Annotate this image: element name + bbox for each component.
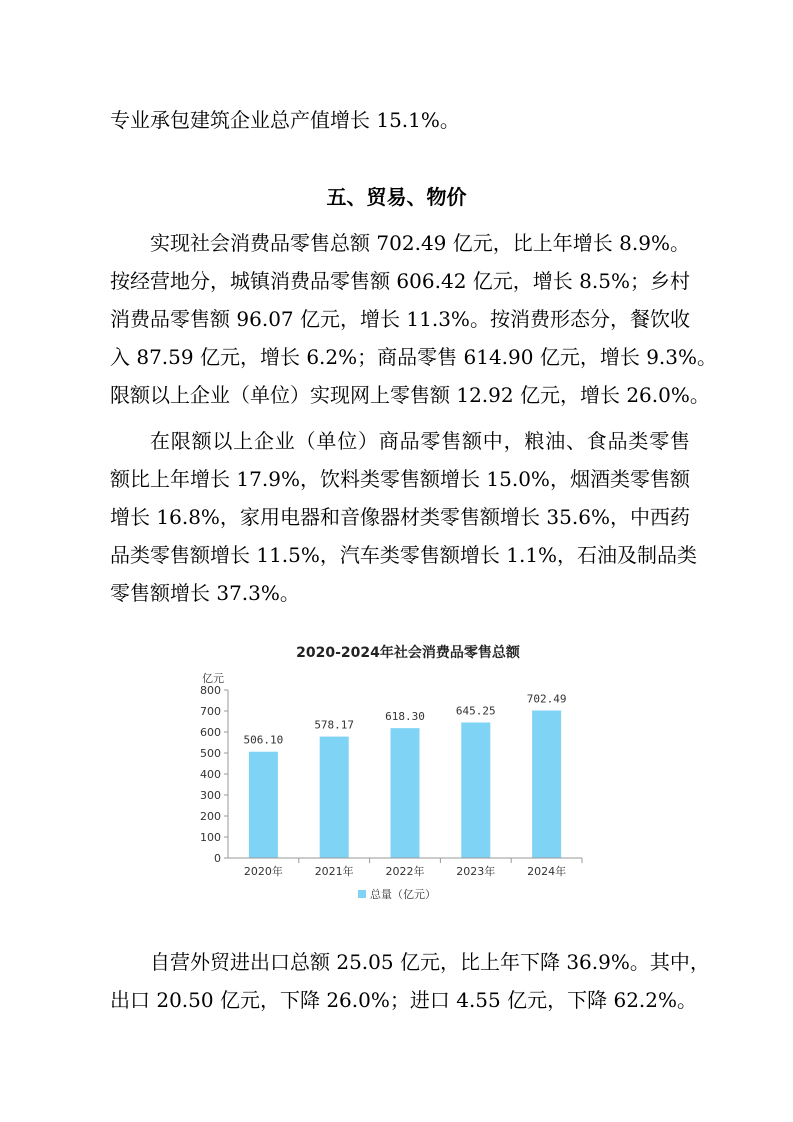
x-tick-label: 2022年 bbox=[385, 865, 425, 878]
bar-value-label: 578.17 bbox=[314, 718, 355, 732]
y-tick-label: 500 bbox=[200, 747, 221, 760]
chart-svg bbox=[190, 632, 610, 912]
text-line: 限额以上企业（单位）实现网上零售额 12.92 亿元，增长 26.0%。 bbox=[110, 383, 710, 407]
y-tick-label: 300 bbox=[200, 789, 221, 802]
y-tick-label: 0 bbox=[214, 852, 221, 865]
x-tick-label: 2020年 bbox=[243, 865, 283, 878]
text-line: 额比上年增长 17.9%，饮料类零售额增长 15.0%，烟酒类零售额 bbox=[110, 467, 690, 491]
bar bbox=[461, 722, 490, 858]
chart-legend bbox=[358, 888, 436, 901]
bar-value-label: 618.30 bbox=[385, 710, 425, 724]
y-tick-label: 100 bbox=[200, 831, 221, 844]
text-line: 按经营地分，城镇消费品零售额 606.42 亿元，增长 8.5%；乡村 bbox=[110, 269, 690, 293]
bar-value-label: 506.10 bbox=[243, 733, 284, 747]
bar-series bbox=[244, 692, 567, 858]
x-tick-label: 2024年 bbox=[527, 865, 567, 878]
y-axis-label: 亿元 bbox=[202, 672, 224, 685]
text-line: 实现社会消费品零售总额 702.49 亿元，比上年增长 8.9%。 bbox=[150, 231, 690, 255]
y-tick-label: 700 bbox=[200, 705, 221, 718]
x-tick-label: 2023年 bbox=[456, 865, 496, 878]
text-line: 自营外贸进出口总额 25.05 亿元，比上年下降 36.9%。其中， bbox=[150, 950, 710, 974]
x-axis-ticks bbox=[244, 858, 582, 878]
legend-label: 总量（亿元） bbox=[370, 888, 436, 901]
y-tick-label: 800 bbox=[200, 684, 221, 697]
y-tick-label: 200 bbox=[200, 810, 221, 823]
chart-title: 2020-2024年社会消费品零售总额 bbox=[296, 645, 520, 661]
text-line: 零售额增长 37.3%。 bbox=[110, 581, 300, 605]
y-axis-ticks bbox=[200, 684, 228, 865]
retail-sales-chart bbox=[190, 632, 610, 912]
text-line: 增长 16.8%，家用电器和音像器材类零售额增长 35.6%，中西药 bbox=[110, 505, 690, 529]
y-tick-label: 400 bbox=[200, 768, 221, 781]
text-line: 出口 20.50 亿元，下降 26.0%；进口 4.55 亿元，下降 62.2%。 bbox=[110, 988, 698, 1012]
text-line: 品类零售额增长 11.5%，汽车类零售额增长 1.1%，石油及制品类 bbox=[110, 543, 698, 567]
x-tick-label: 2021年 bbox=[314, 865, 354, 878]
bar-value-label: 645.25 bbox=[455, 704, 496, 718]
bar bbox=[249, 752, 278, 858]
y-tick-label: 600 bbox=[200, 726, 221, 739]
text-line: 专业承包建筑企业总产值增长 15.1%。 bbox=[110, 108, 460, 132]
bar-value-label: 702.49 bbox=[526, 692, 567, 706]
section-heading: 五、贸易、物价 bbox=[326, 185, 467, 209]
bar bbox=[320, 737, 349, 858]
bar bbox=[532, 710, 561, 858]
bar bbox=[391, 728, 420, 858]
legend-swatch bbox=[358, 890, 366, 898]
text-line: 消费品零售额 96.07 亿元，增长 11.3%。按消费形态分，餐饮收 bbox=[110, 307, 690, 331]
text-line: 在限额以上企业（单位）商品零售额中，粮油、食品类零售 bbox=[150, 429, 690, 453]
text-line: 入 87.59 亿元，增长 6.2%；商品零售 614.90 亿元，增长 9.3%。 bbox=[110, 345, 718, 369]
